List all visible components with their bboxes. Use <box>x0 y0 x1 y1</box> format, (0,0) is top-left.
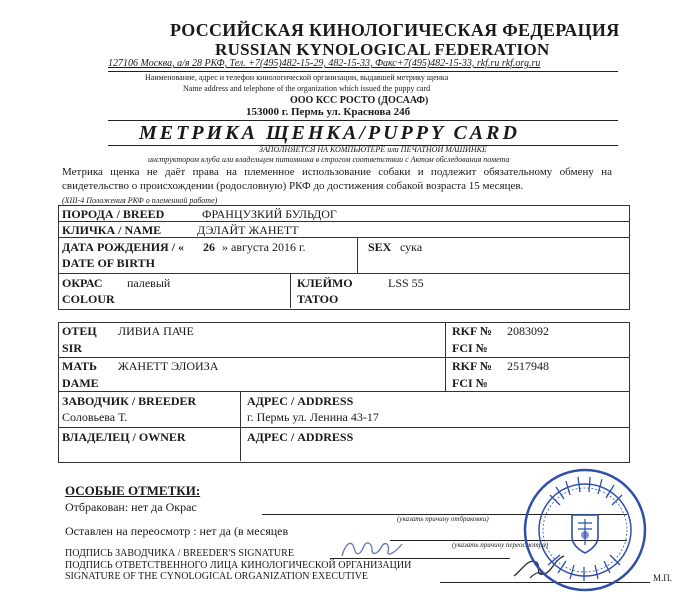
breeder-value: Соловьева Т. <box>62 410 128 424</box>
sex-label: SEX <box>368 240 392 254</box>
rejected-note: (указать причину отбраковки) <box>397 515 489 523</box>
colour-label: ОКРАС <box>62 276 103 290</box>
table-col-divider <box>290 273 291 308</box>
dob-month-year: » августа 2016 г. <box>222 240 306 254</box>
federation-title-en: RUSSIAN KYNOLOGICAL FEDERATION <box>215 40 550 59</box>
table-col-divider <box>240 391 241 461</box>
breeder-address-label: АДРЕС / ADDRESS <box>247 394 354 408</box>
dam-label: МАТЬ <box>62 359 97 373</box>
rejected-line: Отбракован: нет да Окрас <box>65 500 197 514</box>
organization-name: ООО КСС РОСТО (ДОСААФ) <box>290 95 429 106</box>
organization-divider <box>108 120 618 121</box>
reexam-line: Оставлен на переосмотр : нет да (в месяцев <box>65 524 289 538</box>
header-divider <box>108 71 618 72</box>
seal-place-label: М.П. <box>653 573 673 583</box>
sire-label-en: SIR <box>62 341 83 355</box>
special-remarks-title: ОСОБЫЕ ОТМЕТКИ: <box>65 483 201 498</box>
official-signature-label-ru: ПОДПИСЬ ОТВЕТСТВЕННОГО ЛИЦА КИНОЛОГИЧЕСКОЙ ОРГАНИЗАЦИИ <box>65 560 412 571</box>
table-row-divider <box>58 357 629 358</box>
dam-label-en: DAME <box>62 376 99 390</box>
dam-fci-label: FCI № <box>452 376 488 390</box>
table-row-divider <box>58 427 629 428</box>
table-row-divider <box>58 273 629 274</box>
official-signature-label-en: SIGNATURE OF THE CYNOLOGICAL ORGANIZATION EXECUTIVE <box>65 571 369 582</box>
organization-address: 153000 г. Пермь ул. Краснова 24б <box>246 106 411 118</box>
sire-rkf-value: 2083092 <box>507 324 549 338</box>
sex-value: сука <box>400 240 423 254</box>
sire-label: ОТЕЦ <box>62 324 97 338</box>
organization-label-en: Name address and telephone of the organization which issued the puppy card <box>183 84 431 93</box>
table-col-divider <box>445 322 446 391</box>
instructor-note: инструктором клуба или владельцем питомника в строгом соответствии с Актом обследования помета <box>148 155 510 164</box>
card-paragraph: Метрика щенка не даёт права на племенное использование собаки и подлежит обязательному обмену на свидетельство о происхождении (родословную) РКФ до достижения собакой возраста 15 месяцев. <box>62 166 612 192</box>
breeder-signature-label: ПОДПИСЬ ЗАВОДЧИКА / BREEDER'S SIGNATURE <box>65 548 294 559</box>
tattoo-label: КЛЕЙМО <box>297 276 353 290</box>
table-row-divider <box>58 391 629 392</box>
name-value: ДЭЛАЙТ ЖАНЕТТ <box>197 223 299 237</box>
tattoo-label-en: TATOO <box>297 292 339 306</box>
dam-rkf-value: 2517948 <box>507 359 549 373</box>
sire-fci-label: FCI № <box>452 341 488 355</box>
owner-address-label: АДРЕС / ADDRESS <box>247 430 354 444</box>
name-label: КЛИЧКА / NAME <box>62 223 162 237</box>
dob-label-en: DATE OF BIRTH <box>62 256 155 270</box>
dam-rkf-label: RKF № <box>452 359 492 373</box>
breeder-signature-icon <box>338 536 408 562</box>
dam-value: ЖАНЕТТ ЭЛОИЗА <box>118 359 219 373</box>
breed-label: ПОРОДА / BREED <box>62 207 165 221</box>
reexam-note: (указать причину переосмотра) <box>452 541 549 549</box>
colour-value: палевый <box>127 276 171 290</box>
owner-label: ВЛАДЕЛЕЦ / OWNER <box>62 430 186 444</box>
federation-contacts: 127106 Москва, а/я 28 РКФ, Тел. +7(495)482-15-29, 482-15-33, Факс+7(495)482-15-33, rkf.ru rkf.org.ru <box>108 58 541 69</box>
sire-rkf-label: RKF № <box>452 324 492 338</box>
dob-day: 26 <box>203 240 215 254</box>
organization-label-ru: Наименование, адрес и телефон кинологической организации, выдавшей метрику щенка <box>145 73 449 82</box>
breed-value: ФРАНЦУЗКИЙ БУЛЬДОГ <box>202 207 337 221</box>
federation-title-ru: РОССИЙСКАЯ КИНОЛОГИЧЕСКАЯ ФЕДЕРАЦИЯ <box>170 20 620 40</box>
fill-note: ЗАПОЛНЯЕТСЯ НА КОМПЬЮТЕРЕ или ПЕЧАТНОЙ МАШИНКЕ <box>259 145 487 154</box>
colour-label-en: COLOUR <box>62 292 115 306</box>
card-title: МЕТРИКА ЩЕНКА/PUPPY CARD <box>139 122 520 144</box>
tattoo-value: LSS 55 <box>388 276 424 290</box>
sire-value: ЛИВИА ПАЧЕ <box>118 324 194 338</box>
table-col-divider <box>357 237 358 273</box>
dob-label: ДАТА РОЖДЕНИЯ / « <box>62 240 185 254</box>
regulation-note: (XIII-4 Положения РКФ о племенной работе) <box>62 196 218 205</box>
organization-stamp-icon <box>520 465 650 595</box>
breeder-address-value: г. Пермь ул. Ленина 43-17 <box>247 410 379 424</box>
breeder-label: ЗАВОДЧИК / BREEDER <box>62 394 197 408</box>
